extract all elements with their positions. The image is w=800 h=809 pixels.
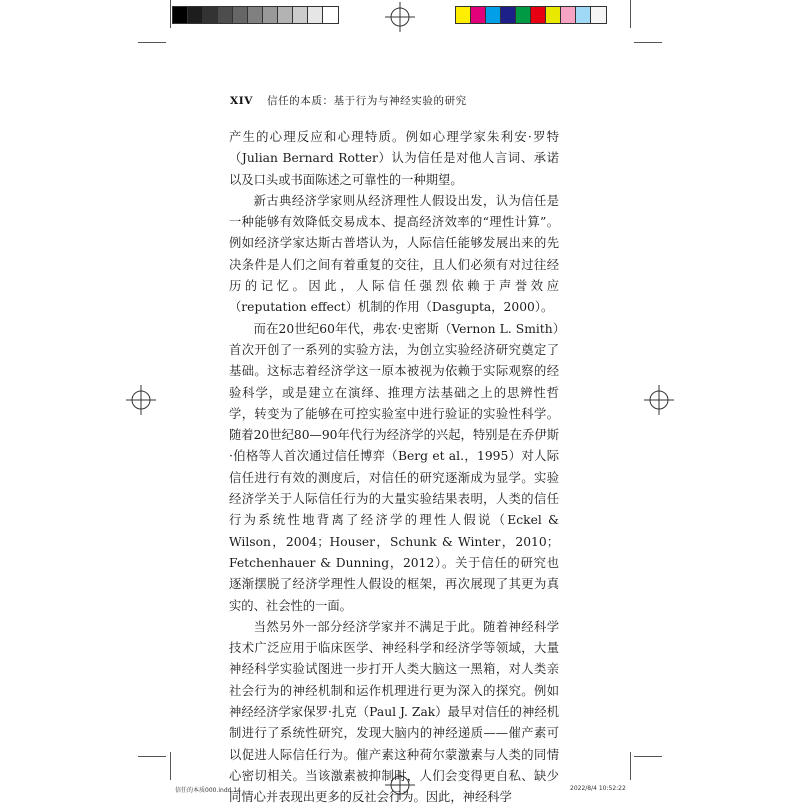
running-header [230, 93, 467, 108]
process-swatch [486, 7, 501, 23]
crop-mark-br-v [630, 752, 631, 780]
crop-mark-tr-v [630, 0, 631, 28]
paragraph: 产生的心理反应和心理特质。例如心理学家朱利安·罗特（Julian Bernard Rotter）认为信任是对他人言词、承诺以及口头或书面陈述之可靠性的一种期望。 [229, 130, 559, 187]
process-swatch [516, 7, 531, 23]
grayscale-swatch [263, 7, 278, 23]
crop-mark-tl-h [138, 42, 166, 43]
grayscale-swatch [278, 7, 293, 23]
paragraph: 新古典经济学家则从经济理性人假设出发，认为信任是一种能够有效降低交易成本、提高经济效率的“理性计算”。例如经济学家达斯古普塔认为，人际信任能够发展出来的先决条件是人们之间有着重复的交往，且人们必须有对过往经历的记忆。因此，人际信任强烈依赖于声誉效应（reputation effect）机制的作用（Dasgupta，2000）。 [229, 193, 559, 315]
process-swatch [591, 7, 606, 23]
slug-timestamp: 2022/8/4 10:52:22 [570, 785, 626, 792]
paragraph: 当然另外一部分经济学家并不满足于此。随着神经科学技术广泛应用于临床医学、神经科学和经济学等领域，大量神经科学实验试图进一步打开人类大脑这一黑箱，对人类亲社会行为的神经机制和运作机理进行更为深入的探究。例如神经经济学家保罗·扎克（Paul J. Zak）最早对信任的神经机制进行了系统性研究，发现大脑内的神经递质——催产素可以促进人际信任行为。催产素这种荷尔蒙激素与人类的同情心密切相关。当该激素被抑制时，人们会变得更自私、缺少同情心并表现出更多的反社会行为。因此，神经科学 [229, 619, 559, 805]
grayscale-swatch [248, 7, 263, 23]
crop-mark-bl-v [170, 752, 171, 780]
grayscale-swatch [218, 7, 233, 23]
crop-mark-tl-v [170, 0, 171, 28]
page-number: XIV [230, 95, 254, 107]
grayscale-swatch [308, 7, 323, 23]
paragraph: 而在20世纪60年代，弗农·史密斯（Vernon L. Smith）首次开创了一系列的实验方法，为创立实验经济研究奠定了基础。这标志着经济学这一原本被视为依赖于实际观察的经验科学，或是建立在演绎、推理方法基础之上的思辨性哲学，转变为了能够在可控实验室中进行验证的实验性科学。随着20世纪80—90年代行为经济学的兴起，特别是在乔伊斯·伯格等人首次通过信任博弈（Berg et al.，1995）对人际信任进行有效的测度后，对信任的研究逐渐成为显学。实验经济学关于人际信任行为的大量实验结果表明，人类的信任行为系统性地背离了经济学的理性人假说（Eckel & Wilson，2004；Houser，Schunk & Winter，2010；Fetchenhauer & Dunning，2012）。关于信任的研究也逐渐摆脱了经济学理性人假设的框架，再次展现了其更为真实的、社会性的一面。 [229, 321, 559, 613]
slug-file-name: 信任的本质000.indd 14 [175, 787, 241, 794]
grayscale-swatch [323, 7, 338, 23]
process-swatch [531, 7, 546, 23]
running-title: 信任的本质：基于行为与神经实验的研究 [266, 95, 467, 107]
crop-mark-tr-h [634, 42, 662, 43]
grayscale-swatch [293, 7, 308, 23]
grayscale-color-bar [172, 6, 339, 24]
grayscale-swatch [173, 7, 188, 23]
process-swatch [546, 7, 561, 23]
process-swatch [576, 7, 591, 23]
process-color-bar [455, 6, 607, 24]
registration-mark-top [385, 2, 415, 32]
registration-mark-left [126, 385, 156, 415]
process-swatch [501, 7, 516, 23]
process-swatch [561, 7, 576, 23]
grayscale-swatch [188, 7, 203, 23]
crop-mark-br-h [634, 756, 662, 757]
process-swatch [471, 7, 486, 23]
registration-mark-right [644, 385, 674, 415]
body-text [229, 127, 559, 809]
grayscale-swatch [233, 7, 248, 23]
grayscale-swatch [203, 7, 218, 23]
process-swatch [456, 7, 471, 23]
crop-mark-bl-h [138, 756, 166, 757]
